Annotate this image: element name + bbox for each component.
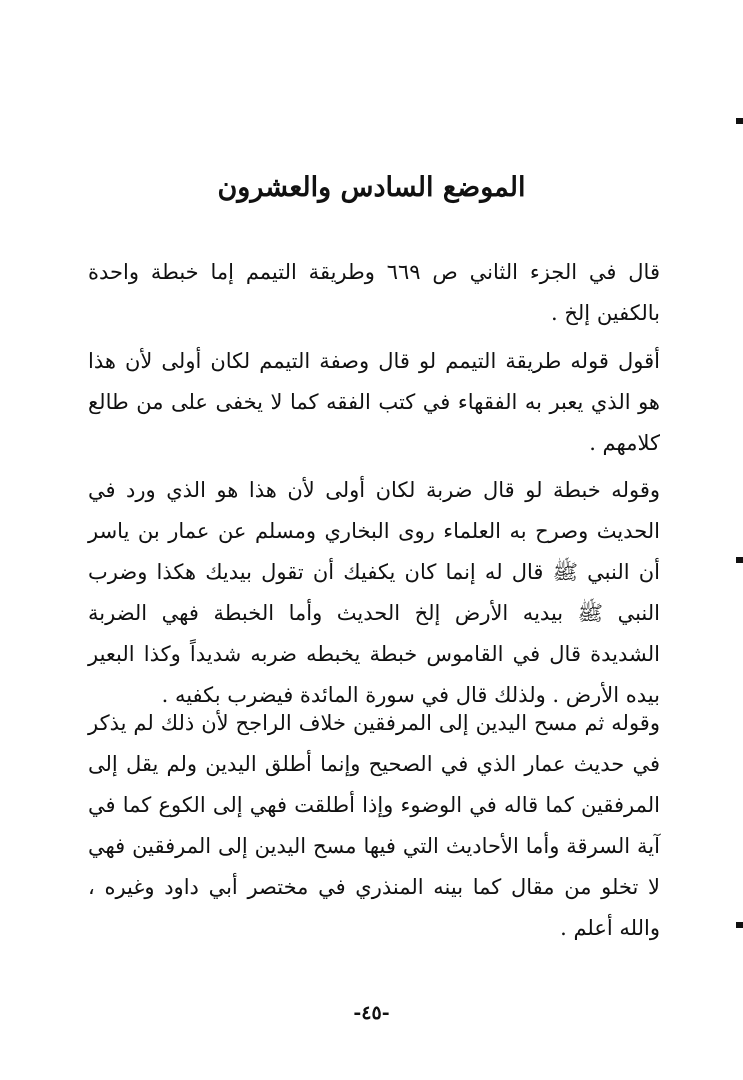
paragraph-3 <box>88 470 660 716</box>
section-title: الموضع السادس والعشرون <box>217 172 526 203</box>
paragraph-text: وقوله خبطة لو قال ضربة لكان أولى لأن هذا هو الذي ورد في الحديث وصرح به العلماء روى البخاري ومسلم عن عمار بن ياسر أن النبي ﷺ قال له إنما كان يكفيك أن تقول بيديك هكذا وضرب النبي ﷺ بيديه الأرض إلخ الحديث وأما الخبطة فهي الضربة الشديدة قال في القاموس خبطة يخبطه ضربه شديداً وكذا البعير بيده الأرض . ولذلك قال في سورة المائدة فيضرب بكفيه . <box>88 478 660 707</box>
paragraph-2 <box>88 341 660 464</box>
paragraph-1 <box>88 252 660 334</box>
paragraph-4 <box>88 703 660 949</box>
margin-mark <box>736 118 743 124</box>
paragraph-text: وقوله ثم مسح اليدين إلى المرفقين خلاف الراجح لأن ذلك لم يذكر في حديث عمار الذي في الصحيح وإنما أطلق اليدين ولم يقل إلى المرفقين كما قاله في الوضوء وإذا أطلقت فهي إلى الكوع كما في آية السرقة وأما الأحاديث التي فيها مسح اليدين إلى المرفقين فهي لا تخلو من مقال كما بينه المنذري في مختصر أبي داود وغيره ، والله أعلم . <box>88 711 660 940</box>
margin-mark <box>736 922 743 928</box>
margin-mark <box>736 557 743 563</box>
paragraph-text: قال في الجزء الثاني ص ٦٦٩ وطريقة التيمم إما خبطة واحدة بالكفين إلخ . <box>88 260 660 325</box>
paragraph-text: أقول قوله طريقة التيمم لو قال وصفة التيمم لكان أولى لأن هذا هو الذي يعبر به الفقهاء في كتب الفقه كما لا يخفى على من طالع كلامهم . <box>88 349 660 455</box>
page-number: -٤٥- <box>353 1002 390 1024</box>
